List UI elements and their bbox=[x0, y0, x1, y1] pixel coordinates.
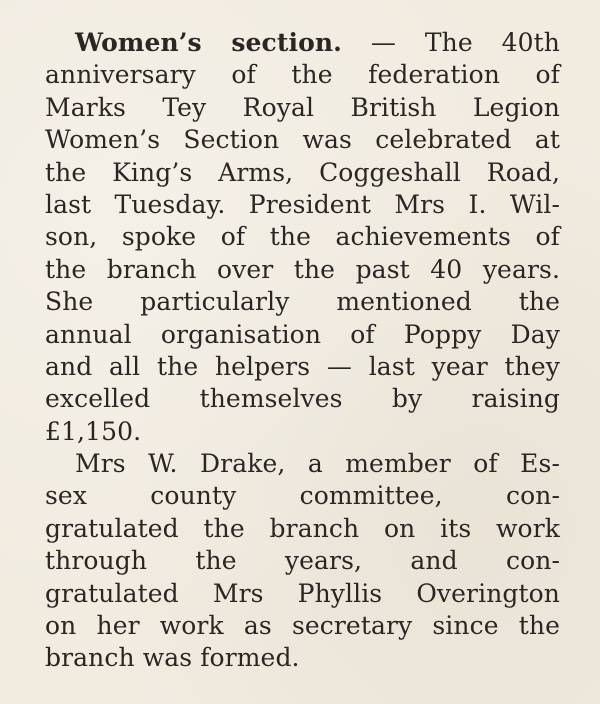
article-line: on her work as secretary since the bbox=[45, 611, 560, 641]
article-line-1 bbox=[45, 27, 560, 59]
article-line: through the years, and con- bbox=[45, 546, 560, 576]
article-line: the King’s Arms, Coggeshall Road, bbox=[45, 157, 560, 187]
newspaper-clipping bbox=[45, 27, 560, 675]
article-line: She particularly mentioned the bbox=[45, 287, 560, 317]
article-line: gratulated Mrs Phyllis Overington bbox=[45, 578, 560, 608]
article-line: and all the helpers — last year they bbox=[45, 351, 560, 381]
article-line: son, spoke of the achievements of bbox=[45, 222, 560, 252]
article-line: branch was formed. bbox=[45, 643, 300, 673]
article-line: Mrs W. Drake, a member of Es- bbox=[75, 449, 560, 479]
article-line: gratulated the branch on its work bbox=[45, 513, 560, 543]
article-line: anniversary of the federation of bbox=[45, 60, 560, 90]
article-line: excelled themselves by raising bbox=[45, 384, 560, 414]
article-line: annual organisation of Poppy Day bbox=[45, 319, 560, 349]
article-line: Marks Tey Royal British Legion bbox=[45, 92, 560, 122]
article-line: last Tuesday. President Mrs I. Wil- bbox=[45, 189, 560, 219]
article-line: sex county committee, con- bbox=[45, 481, 560, 511]
article-line-1-rest: — The 40th bbox=[341, 28, 560, 57]
article-line: the branch over the past 40 years. bbox=[45, 254, 560, 284]
article-line: £1,150. bbox=[45, 416, 142, 446]
article-line: Women’s Section was celebrated at bbox=[45, 125, 560, 155]
article-headline: Women’s section. bbox=[75, 28, 342, 57]
